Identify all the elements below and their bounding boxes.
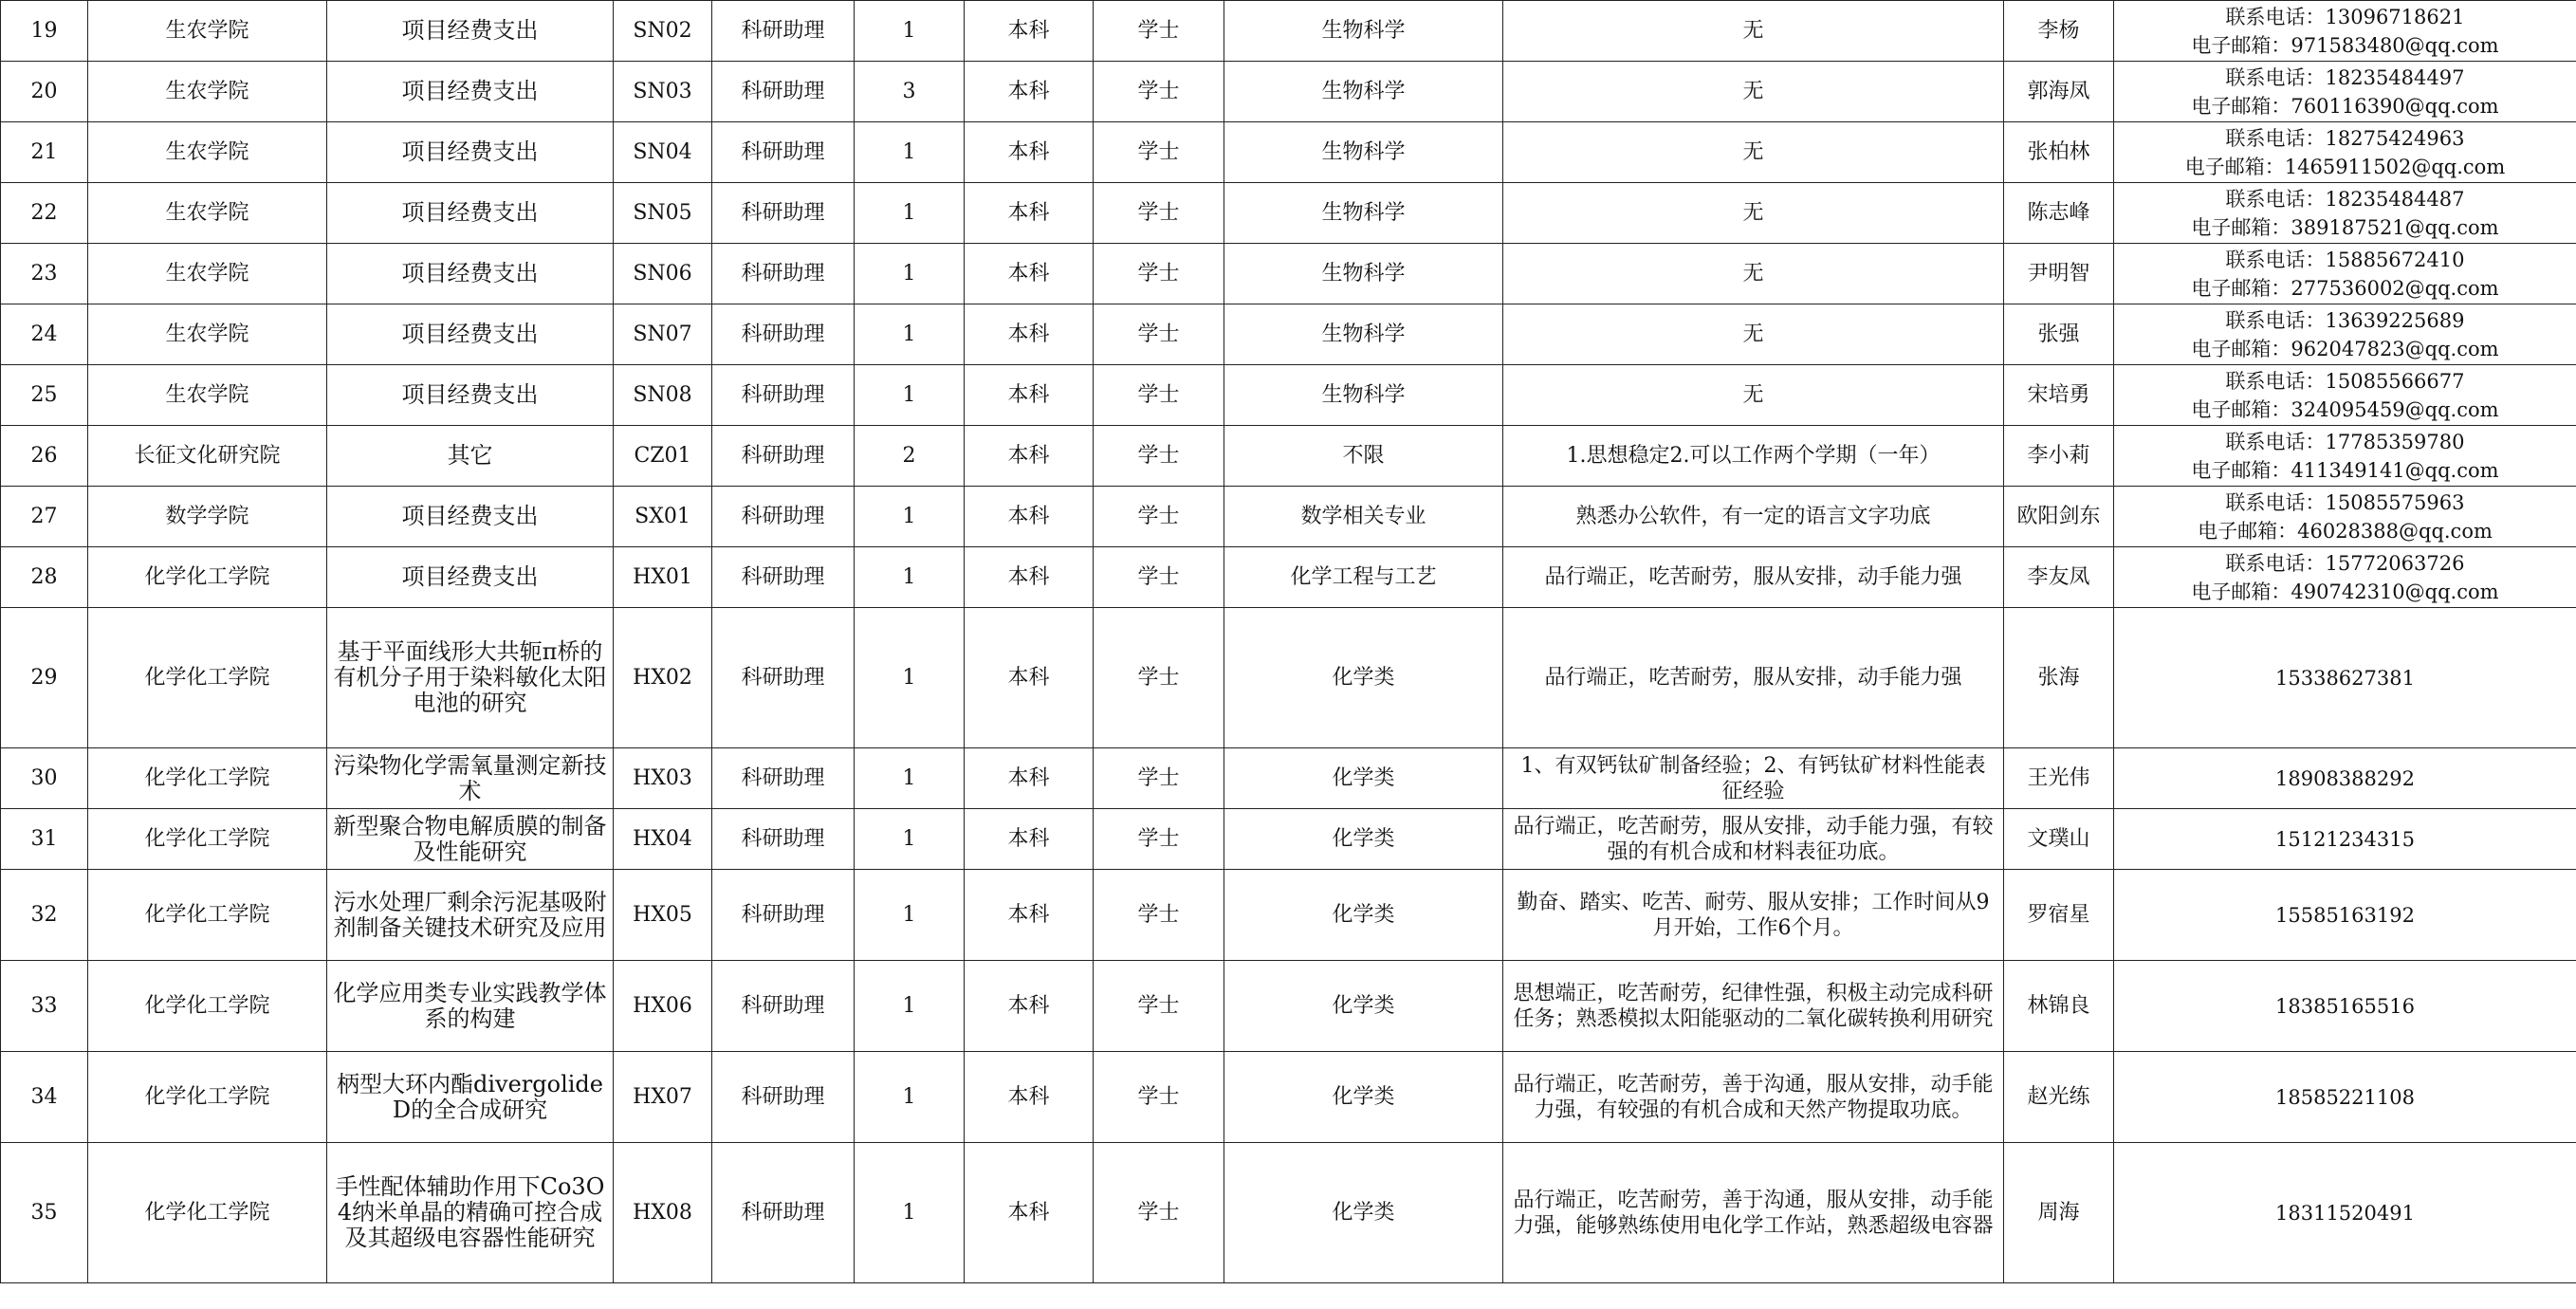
contact-phone: 联系电话：18275424963 <box>2225 126 2465 150</box>
cell-education: 本科 <box>965 62 1094 122</box>
cell-contact-person: 李杨 <box>2004 1 2114 62</box>
cell-contact-person: 赵光练 <box>2004 1052 2114 1143</box>
cell-contact-person: 周海 <box>2004 1143 2114 1283</box>
cell-project: 化学应用类专业实践教学体系的构建 <box>327 961 614 1052</box>
cell-requirement: 品行端正，吃苦耐劳，善于沟通，服从安排，动手能力强，有较强的有机合成和天然产物提取功底。 <box>1503 1052 2004 1143</box>
cell-requirement: 无 <box>1503 304 2004 365</box>
cell-education: 本科 <box>965 547 1094 608</box>
cell-count: 1 <box>855 547 965 608</box>
cell-contact-info <box>2114 487 2576 547</box>
contact-email: 电子邮箱：760116390@qq.com <box>2191 94 2499 118</box>
cell-position: 科研助理 <box>712 748 855 809</box>
table-row <box>1 809 2576 870</box>
contact-email: 电子邮箱：46028388@qq.com <box>2198 519 2493 543</box>
cell-count: 1 <box>855 608 965 748</box>
cell-project: 其它 <box>327 426 614 487</box>
cell-requirement: 无 <box>1503 122 2004 183</box>
cell-requirement: 1.思想稳定2.可以工作两个学期（一年） <box>1503 426 2004 487</box>
cell-no: 19 <box>1 1 88 62</box>
cell-code: SN03 <box>614 62 712 122</box>
cell-position: 科研助理 <box>712 365 855 426</box>
cell-no: 29 <box>1 608 88 748</box>
cell-major: 化学类 <box>1224 809 1503 870</box>
cell-degree: 学士 <box>1094 122 1224 183</box>
cell-college: 生农学院 <box>88 365 327 426</box>
cell-count: 2 <box>855 426 965 487</box>
cell-education: 本科 <box>965 748 1094 809</box>
cell-position: 科研助理 <box>712 961 855 1052</box>
cell-major: 化学类 <box>1224 748 1503 809</box>
cell-project: 项目经费支出 <box>327 244 614 304</box>
cell-no: 22 <box>1 183 88 244</box>
cell-education: 本科 <box>965 809 1094 870</box>
cell-code: CZ01 <box>614 426 712 487</box>
cell-count: 1 <box>855 961 965 1052</box>
cell-position: 科研助理 <box>712 608 855 748</box>
contact-phone: 联系电话：15772063726 <box>2225 551 2465 575</box>
cell-project: 项目经费支出 <box>327 365 614 426</box>
cell-requirement: 品行端正，吃苦耐劳，服从安排，动手能力强 <box>1503 547 2004 608</box>
cell-no: 35 <box>1 1143 88 1283</box>
cell-no: 34 <box>1 1052 88 1143</box>
cell-code: HX06 <box>614 961 712 1052</box>
cell-position: 科研助理 <box>712 1052 855 1143</box>
cell-contact-info <box>2114 748 2576 809</box>
contact-email: 电子邮箱：962047823@qq.com <box>2191 337 2499 360</box>
cell-education: 本科 <box>965 304 1094 365</box>
cell-education: 本科 <box>965 426 1094 487</box>
cell-project: 柄型大环内酯divergolide D的全合成研究 <box>327 1052 614 1143</box>
cell-contact-person: 尹明智 <box>2004 244 2114 304</box>
cell-contact-info <box>2114 122 2576 183</box>
cell-contact-person: 李小莉 <box>2004 426 2114 487</box>
contact-phone: 联系电话：18235484497 <box>2225 65 2465 89</box>
cell-code: SN05 <box>614 183 712 244</box>
cell-college: 化学化工学院 <box>88 1143 327 1283</box>
cell-contact-info <box>2114 608 2576 748</box>
contact-phone: 联系电话：15085566677 <box>2225 369 2465 393</box>
cell-major: 化学类 <box>1224 1052 1503 1143</box>
cell-education: 本科 <box>965 1143 1094 1283</box>
cell-code: HX04 <box>614 809 712 870</box>
contact-phone: 15121234315 <box>2275 827 2415 851</box>
contact-phone: 联系电话：17785359780 <box>2225 430 2465 453</box>
cell-position: 科研助理 <box>712 183 855 244</box>
cell-education: 本科 <box>965 487 1094 547</box>
cell-project: 项目经费支出 <box>327 487 614 547</box>
cell-project: 项目经费支出 <box>327 122 614 183</box>
cell-project: 污水处理厂剩余污泥基吸附剂制备关键技术研究及应用 <box>327 870 614 961</box>
cell-no: 20 <box>1 62 88 122</box>
cell-code: SN06 <box>614 244 712 304</box>
cell-no: 21 <box>1 122 88 183</box>
cell-contact-info <box>2114 870 2576 961</box>
cell-count: 1 <box>855 1052 965 1143</box>
cell-degree: 学士 <box>1094 748 1224 809</box>
table-row <box>1 1052 2576 1143</box>
cell-code: HX02 <box>614 608 712 748</box>
cell-position: 科研助理 <box>712 1 855 62</box>
cell-count: 1 <box>855 244 965 304</box>
table-row <box>1 1 2576 62</box>
contact-email: 电子邮箱：1465911502@qq.com <box>2184 155 2506 178</box>
cell-degree: 学士 <box>1094 304 1224 365</box>
cell-education: 本科 <box>965 1052 1094 1143</box>
cell-count: 1 <box>855 183 965 244</box>
cell-contact-info <box>2114 547 2576 608</box>
cell-code: HX01 <box>614 547 712 608</box>
cell-college: 生农学院 <box>88 304 327 365</box>
cell-requirement: 勤奋、踏实、吃苦、耐劳、服从安排；工作时间从9月开始，工作6个月。 <box>1503 870 2004 961</box>
cell-major: 生物科学 <box>1224 1 1503 62</box>
cell-position: 科研助理 <box>712 1143 855 1283</box>
cell-code: SN02 <box>614 1 712 62</box>
cell-project: 项目经费支出 <box>327 62 614 122</box>
cell-contact-person: 张强 <box>2004 304 2114 365</box>
cell-requirement: 品行端正，吃苦耐劳，服从安排，动手能力强 <box>1503 608 2004 748</box>
cell-code: SN04 <box>614 122 712 183</box>
table-body <box>1 1 2576 1283</box>
table-row <box>1 487 2576 547</box>
cell-position: 科研助理 <box>712 487 855 547</box>
table-row <box>1 870 2576 961</box>
cell-code: HX05 <box>614 870 712 961</box>
cell-requirement: 熟悉办公软件，有一定的语言文字功底 <box>1503 487 2004 547</box>
cell-contact-person: 王光伟 <box>2004 748 2114 809</box>
cell-degree: 学士 <box>1094 1052 1224 1143</box>
cell-contact-person: 张柏林 <box>2004 122 2114 183</box>
cell-contact-info <box>2114 1052 2576 1143</box>
cell-college: 生农学院 <box>88 62 327 122</box>
cell-contact-info <box>2114 809 2576 870</box>
cell-project: 项目经费支出 <box>327 304 614 365</box>
cell-degree: 学士 <box>1094 809 1224 870</box>
table-row <box>1 365 2576 426</box>
cell-major: 化学工程与工艺 <box>1224 547 1503 608</box>
cell-position: 科研助理 <box>712 244 855 304</box>
cell-education: 本科 <box>965 183 1094 244</box>
cell-count: 1 <box>855 809 965 870</box>
cell-project: 新型聚合物电解质膜的制备及性能研究 <box>327 809 614 870</box>
cell-position: 科研助理 <box>712 870 855 961</box>
cell-degree: 学士 <box>1094 1 1224 62</box>
cell-code: HX03 <box>614 748 712 809</box>
cell-requirement: 无 <box>1503 183 2004 244</box>
contact-phone: 15338627381 <box>2275 666 2415 690</box>
cell-major: 数学相关专业 <box>1224 487 1503 547</box>
cell-contact-person: 宋培勇 <box>2004 365 2114 426</box>
cell-degree: 学士 <box>1094 870 1224 961</box>
cell-position: 科研助理 <box>712 809 855 870</box>
cell-major: 生物科学 <box>1224 244 1503 304</box>
cell-project: 项目经费支出 <box>327 1 614 62</box>
cell-degree: 学士 <box>1094 547 1224 608</box>
cell-contact-info <box>2114 1 2576 62</box>
cell-requirement: 品行端正，吃苦耐劳，善于沟通，服从安排，动手能力强，能够熟练使用电化学工作站，熟悉超级电容器 <box>1503 1143 2004 1283</box>
table-row <box>1 961 2576 1052</box>
table-row <box>1 426 2576 487</box>
cell-college: 生农学院 <box>88 183 327 244</box>
cell-count: 1 <box>855 870 965 961</box>
cell-no: 30 <box>1 748 88 809</box>
cell-contact-person: 张海 <box>2004 608 2114 748</box>
cell-requirement: 无 <box>1503 244 2004 304</box>
cell-education: 本科 <box>965 870 1094 961</box>
contact-email: 电子邮箱：971583480@qq.com <box>2191 33 2499 57</box>
cell-no: 24 <box>1 304 88 365</box>
cell-contact-person: 李友凤 <box>2004 547 2114 608</box>
cell-count: 3 <box>855 62 965 122</box>
contact-phone: 18908388292 <box>2275 766 2415 790</box>
cell-contact-info <box>2114 426 2576 487</box>
cell-education: 本科 <box>965 122 1094 183</box>
cell-degree: 学士 <box>1094 62 1224 122</box>
cell-degree: 学士 <box>1094 244 1224 304</box>
table-row <box>1 244 2576 304</box>
cell-major: 不限 <box>1224 426 1503 487</box>
cell-no: 26 <box>1 426 88 487</box>
table-row <box>1 1143 2576 1283</box>
cell-degree: 学士 <box>1094 426 1224 487</box>
cell-college: 生农学院 <box>88 1 327 62</box>
cell-major: 生物科学 <box>1224 304 1503 365</box>
table-row <box>1 748 2576 809</box>
cell-college: 化学化工学院 <box>88 870 327 961</box>
cell-education: 本科 <box>965 1 1094 62</box>
cell-college: 数学学院 <box>88 487 327 547</box>
contact-email: 电子邮箱：277536002@qq.com <box>2191 276 2499 300</box>
cell-contact-person: 文璞山 <box>2004 809 2114 870</box>
cell-education: 本科 <box>965 608 1094 748</box>
cell-project: 手性配体辅助作用下Co3O4纳米单晶的精确可控合成及其超级电容器性能研究 <box>327 1143 614 1283</box>
cell-requirement: 无 <box>1503 62 2004 122</box>
cell-major: 化学类 <box>1224 608 1503 748</box>
contact-email: 电子邮箱：324095459@qq.com <box>2191 397 2499 421</box>
cell-position: 科研助理 <box>712 426 855 487</box>
cell-no: 27 <box>1 487 88 547</box>
cell-major: 生物科学 <box>1224 183 1503 244</box>
cell-degree: 学士 <box>1094 183 1224 244</box>
cell-college: 化学化工学院 <box>88 547 327 608</box>
cell-degree: 学士 <box>1094 961 1224 1052</box>
cell-contact-info <box>2114 1143 2576 1283</box>
cell-count: 1 <box>855 487 965 547</box>
cell-project: 污染物化学需氧量测定新技术 <box>327 748 614 809</box>
cell-no: 25 <box>1 365 88 426</box>
cell-count: 1 <box>855 304 965 365</box>
cell-education: 本科 <box>965 365 1094 426</box>
cell-contact-info <box>2114 244 2576 304</box>
cell-education: 本科 <box>965 961 1094 1052</box>
cell-contact-person: 陈志峰 <box>2004 183 2114 244</box>
contact-phone: 联系电话：15085575963 <box>2225 490 2465 514</box>
cell-major: 生物科学 <box>1224 122 1503 183</box>
cell-count: 1 <box>855 1 965 62</box>
cell-college: 生农学院 <box>88 244 327 304</box>
cell-project: 基于平面线形大共轭π桥的有机分子用于染料敏化太阳电池的研究 <box>327 608 614 748</box>
cell-no: 33 <box>1 961 88 1052</box>
table-row <box>1 547 2576 608</box>
cell-position: 科研助理 <box>712 122 855 183</box>
cell-requirement: 思想端正，吃苦耐劳，纪律性强，积极主动完成科研任务；熟悉模拟太阳能驱动的二氧化碳转换利用研究 <box>1503 961 2004 1052</box>
cell-contact-info <box>2114 62 2576 122</box>
cell-code: HX08 <box>614 1143 712 1283</box>
cell-no: 23 <box>1 244 88 304</box>
cell-degree: 学士 <box>1094 1143 1224 1283</box>
contact-phone: 18585221108 <box>2275 1085 2415 1109</box>
table-row <box>1 608 2576 748</box>
cell-major: 生物科学 <box>1224 365 1503 426</box>
contact-email: 电子邮箱：490742310@qq.com <box>2191 580 2499 603</box>
cell-degree: 学士 <box>1094 608 1224 748</box>
contact-phone: 联系电话：18235484487 <box>2225 187 2465 211</box>
cell-no: 31 <box>1 809 88 870</box>
cell-contact-person: 欧阳剑东 <box>2004 487 2114 547</box>
cell-code: HX07 <box>614 1052 712 1143</box>
contact-phone: 15585163192 <box>2275 903 2415 927</box>
cell-contact-info <box>2114 304 2576 365</box>
cell-degree: 学士 <box>1094 365 1224 426</box>
cell-contact-person: 郭海凤 <box>2004 62 2114 122</box>
cell-requirement: 1、有双钙钛矿制备经验；2、有钙钛矿材料性能表征经验 <box>1503 748 2004 809</box>
cell-major: 化学类 <box>1224 1143 1503 1283</box>
cell-position: 科研助理 <box>712 62 855 122</box>
cell-contact-person: 罗宿星 <box>2004 870 2114 961</box>
cell-count: 1 <box>855 122 965 183</box>
cell-code: SX01 <box>614 487 712 547</box>
cell-contact-info <box>2114 365 2576 426</box>
cell-degree: 学士 <box>1094 487 1224 547</box>
contact-phone: 联系电话：15885672410 <box>2225 248 2465 271</box>
cell-requirement: 无 <box>1503 365 2004 426</box>
table-row <box>1 304 2576 365</box>
cell-college: 长征文化研究院 <box>88 426 327 487</box>
contact-phone: 18385165516 <box>2275 994 2415 1018</box>
contact-phone: 联系电话：13096718621 <box>2225 5 2465 28</box>
cell-count: 1 <box>855 748 965 809</box>
cell-college: 化学化工学院 <box>88 748 327 809</box>
contact-email: 电子邮箱：389187521@qq.com <box>2191 215 2499 239</box>
cell-no: 32 <box>1 870 88 961</box>
cell-education: 本科 <box>965 244 1094 304</box>
cell-contact-person: 林锦良 <box>2004 961 2114 1052</box>
cell-code: SN08 <box>614 365 712 426</box>
table-row <box>1 62 2576 122</box>
cell-college: 生农学院 <box>88 122 327 183</box>
cell-position: 科研助理 <box>712 304 855 365</box>
cell-count: 1 <box>855 365 965 426</box>
cell-major: 化学类 <box>1224 870 1503 961</box>
cell-college: 化学化工学院 <box>88 961 327 1052</box>
cell-requirement: 无 <box>1503 1 2004 62</box>
cell-major: 化学类 <box>1224 961 1503 1052</box>
cell-project: 项目经费支出 <box>327 547 614 608</box>
cell-major: 生物科学 <box>1224 62 1503 122</box>
contact-phone: 联系电话：13639225689 <box>2225 308 2465 332</box>
table-row <box>1 122 2576 183</box>
cell-college: 化学化工学院 <box>88 809 327 870</box>
contact-phone: 18311520491 <box>2275 1201 2415 1225</box>
cell-no: 28 <box>1 547 88 608</box>
cell-requirement: 品行端正，吃苦耐劳，服从安排，动手能力强，有较强的有机合成和材料表征功底。 <box>1503 809 2004 870</box>
cell-count: 1 <box>855 1143 965 1283</box>
contact-email: 电子邮箱：411349141@qq.com <box>2191 458 2499 482</box>
cell-code: SN07 <box>614 304 712 365</box>
cell-contact-info <box>2114 961 2576 1052</box>
cell-college: 化学化工学院 <box>88 608 327 748</box>
cell-college: 化学化工学院 <box>88 1052 327 1143</box>
table-row <box>1 183 2576 244</box>
cell-project: 项目经费支出 <box>327 183 614 244</box>
cell-position: 科研助理 <box>712 547 855 608</box>
cell-contact-info <box>2114 183 2576 244</box>
